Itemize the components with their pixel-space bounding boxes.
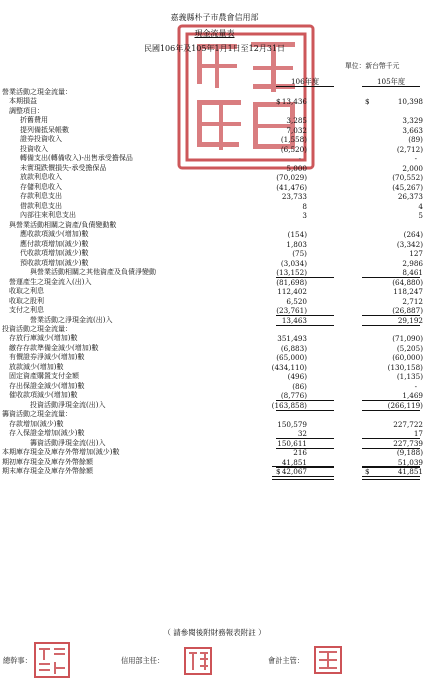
column-header-105: 105年度 — [376, 77, 406, 86]
statement-row — [0, 448, 429, 457]
row-label: 催收款項減少(增加)數 — [9, 391, 78, 400]
value-106: 42,067 — [281, 467, 307, 477]
value-105: (130,158) — [387, 362, 423, 372]
statement-row — [0, 97, 429, 106]
row-label: 放款減少(增加)數 — [9, 362, 64, 371]
value-106: (86) — [292, 381, 307, 391]
row-label: 籌資活動淨現金流(出)入 — [30, 438, 106, 447]
statement-row — [0, 439, 429, 448]
statement-row — [0, 268, 429, 277]
chief-accountant-label: 會計主管： — [268, 656, 304, 665]
statement-row — [0, 164, 429, 173]
value-106: (154) — [287, 230, 307, 240]
value-105: 5 — [418, 211, 423, 221]
currency-symbol-105: $ — [365, 97, 370, 107]
value-105: (45,267) — [392, 182, 423, 192]
value-106: 150,579 — [277, 419, 307, 429]
value-106: (8,776) — [280, 391, 307, 401]
value-106: 216 — [293, 448, 307, 458]
row-label: 期末庫存現金及庫存外幣餘額 — [2, 467, 93, 476]
value-105: (264) — [403, 230, 423, 240]
value-106: (65,000) — [276, 353, 307, 363]
unit-label: 單位：新台幣千元 — [345, 62, 400, 70]
value-106: 13,463 — [281, 315, 307, 325]
total-top-rule-105 — [362, 466, 420, 467]
value-106: 112,402 — [277, 287, 307, 297]
row-label: 調整項目： — [9, 106, 44, 115]
row-label: 折舊費用 — [20, 116, 48, 125]
chief-accountant-seal — [313, 645, 343, 675]
row-label: 固定資產購置支付金額 — [9, 372, 79, 381]
value-106: 5,000 — [286, 163, 307, 173]
value-105: 227,739 — [393, 438, 423, 448]
row-label: 有價證券淨減少(增加)數 — [9, 353, 85, 362]
row-label: 存儲利息收入 — [20, 182, 62, 191]
row-label: 存放行庫減少(增加)數 — [9, 334, 78, 343]
statement-row — [0, 126, 429, 135]
value-105: 8,461 — [402, 268, 423, 278]
value-106: (6,883) — [280, 343, 307, 353]
statement-row — [0, 325, 429, 334]
total-top-rule-106 — [272, 466, 334, 467]
row-label: 放款利息收入 — [20, 173, 62, 182]
row-label: 投資活動之現金流量： — [2, 325, 72, 333]
value-105: (9,188) — [396, 448, 423, 458]
value-105: (71,090) — [392, 334, 423, 344]
row-label: 本期損益 — [9, 97, 37, 106]
row-label: 應收款項減少(增加)數 — [20, 230, 89, 239]
value-105: 3,663 — [402, 125, 423, 135]
statement-row — [0, 230, 429, 239]
value-106: (81,698) — [276, 277, 307, 287]
row-label: 繳存存款準備金減少(增加)數 — [9, 343, 99, 352]
statement-row — [0, 401, 429, 410]
statement-row — [0, 154, 429, 163]
statement-row — [0, 240, 429, 249]
statement-row — [0, 316, 429, 325]
value-106: (434,110) — [271, 362, 307, 372]
row-label: 存款增加(減少)數 — [9, 419, 64, 428]
value-105: (1,135) — [396, 372, 423, 382]
value-105: (2,712) — [396, 144, 423, 154]
value-105: 29,192 — [397, 315, 423, 325]
currency-symbol-105: $ — [365, 467, 370, 477]
column-header-106: 106年度 — [290, 77, 320, 86]
value-105: (64,880) — [392, 277, 423, 287]
statement-row — [0, 334, 429, 343]
credit-director-label: 信用部主任： — [121, 656, 165, 665]
statement-title: 現金流量表 — [194, 29, 235, 38]
value-106: 3,285 — [286, 116, 307, 126]
value-106: 23,733 — [281, 192, 307, 202]
value-106: 8 — [302, 201, 307, 211]
currency-symbol-106: $ — [276, 97, 281, 107]
value-106: 13,436 — [281, 97, 307, 107]
statement-row — [0, 420, 429, 429]
general-manager-seal — [33, 641, 71, 679]
row-label: 代收款項增加(減少)數 — [20, 249, 89, 258]
row-label: 借款利息支出 — [20, 201, 62, 210]
value-105: 26,373 — [397, 192, 423, 202]
value-106: 1,803 — [286, 239, 307, 249]
row-label: 投資收入 — [20, 144, 48, 153]
value-106: (3,034) — [280, 258, 307, 268]
value-106: (13,152) — [276, 268, 307, 278]
statement-row — [0, 173, 429, 182]
statement-row — [0, 116, 429, 125]
value-106: 351,493 — [277, 334, 307, 344]
row-label: 營運產生之現金流入(出)入 — [9, 277, 92, 286]
general-manager-label: 總幹事： — [3, 656, 32, 665]
value-105: 3,329 — [402, 116, 423, 126]
total-double-rule-106 — [272, 476, 334, 480]
row-label: 與營業活動相關之資產/負債變動數 — [9, 220, 117, 229]
org-name: 嘉義縣朴子市農會信用部 — [170, 13, 259, 22]
row-label: 存出保證金減少(增加)數 — [9, 381, 85, 390]
statement-row — [0, 297, 429, 306]
value-105: (266,119) — [387, 400, 423, 410]
row-label: 營業活動之淨現金流(出)入 — [30, 315, 113, 324]
statement-row — [0, 192, 429, 201]
value-105: 1,469 — [402, 391, 423, 401]
statement-row — [0, 202, 429, 211]
statement-row — [0, 135, 429, 144]
statement-row — [0, 183, 429, 192]
statement-row — [0, 145, 429, 154]
row-label: 投資活動淨現金流(出)入 — [30, 400, 106, 409]
row-label: 期初庫存現金及庫存外幣餘額 — [2, 457, 93, 466]
row-label: 收取之利息 — [9, 287, 44, 296]
statement-row — [0, 287, 429, 296]
value-106: (75) — [292, 249, 307, 259]
value-106: (496) — [287, 372, 307, 382]
statement-row — [0, 467, 429, 476]
value-106: 7,032 — [286, 125, 307, 135]
value-106: - — [298, 154, 301, 164]
footnote: （ 請參閱後附財務報表附註 ） — [163, 628, 266, 637]
value-105: 118,247 — [393, 287, 423, 297]
value-105: - — [414, 154, 417, 164]
value-106: (1,558) — [280, 135, 307, 145]
statement-row — [0, 410, 429, 419]
column-header-106-underline — [276, 86, 334, 87]
value-106: (6,520) — [280, 144, 307, 154]
value-106: 3 — [302, 211, 307, 221]
value-105: (3,342) — [396, 239, 423, 249]
row-label: 籌資活動之現金流量： — [2, 410, 72, 419]
statement-row — [0, 363, 429, 372]
currency-symbol-106: $ — [276, 467, 281, 477]
statement-period: 民國106年及105年1月1日至12月31日 — [143, 44, 286, 53]
statement-row — [0, 344, 429, 353]
statement-row — [0, 259, 429, 268]
row-label: 內部往來利息支出 — [20, 211, 76, 220]
value-105: 51,039 — [397, 457, 423, 467]
row-label: 預收款項增加(減少)數 — [20, 258, 89, 267]
value-105: (70,552) — [392, 173, 423, 183]
value-105: 41,851 — [397, 467, 423, 477]
statement-row — [0, 306, 429, 315]
credit-director-seal — [183, 646, 213, 676]
row-label: 存入保證金增加(減少)數 — [9, 429, 85, 438]
value-106: 6,520 — [286, 296, 307, 306]
value-106: 41,851 — [281, 457, 307, 467]
row-label: 應付款項增加(減少)數 — [20, 239, 89, 248]
statement-row — [0, 278, 429, 287]
row-label: 存款利息支出 — [20, 192, 62, 201]
statement-row — [0, 372, 429, 381]
row-label: 與營業活動相關之其他資產及負債淨變動 — [30, 268, 156, 277]
row-label: 營業活動之現金流量： — [2, 88, 72, 96]
value-106: (70,029) — [276, 173, 307, 183]
row-label: 支付之利息 — [9, 306, 44, 315]
value-105: 127 — [409, 249, 423, 259]
value-105: (5,205) — [396, 343, 423, 353]
value-106: 32 — [297, 429, 307, 439]
value-106: (163,858) — [271, 400, 307, 410]
row-label: 轉備支出(轉備收入)-出售承受擔保品 — [20, 154, 133, 163]
value-106: (23,761) — [276, 306, 307, 316]
value-105: 227,722 — [393, 419, 423, 429]
statement-row — [0, 107, 429, 116]
row-label: 本期庫存現金及庫存外幣增加(減少)數 — [2, 448, 120, 457]
statement-row — [0, 88, 429, 97]
value-105: 2,000 — [402, 163, 423, 173]
statement-row — [0, 249, 429, 258]
statement-row — [0, 221, 429, 230]
value-106: 150,611 — [277, 438, 307, 448]
statement-row — [0, 391, 429, 400]
row-label: 提列備抵呆帳數 — [20, 125, 69, 134]
value-105: 10,398 — [397, 97, 423, 107]
statement-row — [0, 211, 429, 220]
value-105: 2,986 — [402, 258, 423, 268]
statement-row — [0, 382, 429, 391]
statement-row — [0, 429, 429, 438]
value-105: 2,712 — [402, 296, 423, 306]
value-105: 17 — [413, 429, 423, 439]
row-label: 證券投資收入 — [20, 135, 62, 144]
value-105: 4 — [418, 201, 423, 211]
value-105: (26,887) — [392, 306, 423, 316]
row-label: 未實現跌價損失-承受擔保品 — [20, 163, 107, 172]
total-double-rule-105 — [362, 476, 420, 480]
value-105: (60,000) — [392, 353, 423, 363]
row-label: 收取之股利 — [9, 296, 44, 305]
value-105: - — [414, 381, 417, 391]
value-106: (41,476) — [276, 182, 307, 192]
column-header-105-underline — [362, 86, 420, 87]
value-105: (89) — [408, 135, 423, 145]
statement-row — [0, 353, 429, 362]
